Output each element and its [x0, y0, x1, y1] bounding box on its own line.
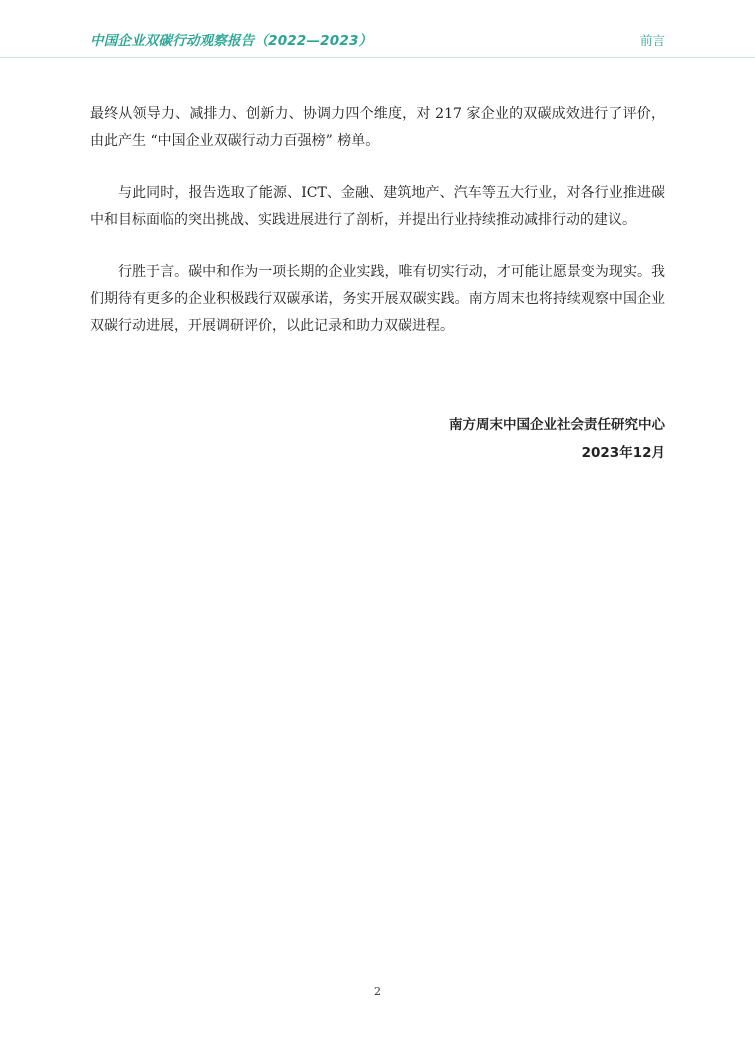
section-label: 前言 — [639, 33, 665, 48]
page-number: 2 — [374, 985, 381, 998]
paragraph-2: 与此同时，报告选取了能源、ICT、金融、建筑地产、汽车等五大行业，对各行业推进碳中和目标面临的突出挑战、实践进展进行了剖析，并提出行业持续推动减排行动的建议。 — [90, 185, 665, 228]
signature-organization: 南方周末中国企业社会责任研究中心 — [449, 417, 665, 433]
report-title: 中国企业双碳行动观察报告（2022—2023） — [90, 33, 373, 49]
page-header — [0, 0, 755, 58]
paragraph-3: 行胜于言。碳中和作为一项长期的企业实践，唯有切实行动，才可能让愿景变为现实。我们期待有更多的企业积极践行双碳承诺，务实开展双碳实践。南方周末也将持续观察中国企业双碳行动进展，开展调研评价，以此记录和助力双碳进程。 — [90, 264, 665, 334]
signature-block — [449, 411, 665, 467]
paragraph-1: 最终从领导力、减排力、创新力、协调力四个维度，对 217 家企业的双碳成效进行了评价，由此产生 “中国企业双碳行动力百强榜” 榜单。 — [90, 106, 665, 149]
signature-date: 2023年12月 — [581, 445, 665, 461]
main-content — [90, 101, 665, 365]
